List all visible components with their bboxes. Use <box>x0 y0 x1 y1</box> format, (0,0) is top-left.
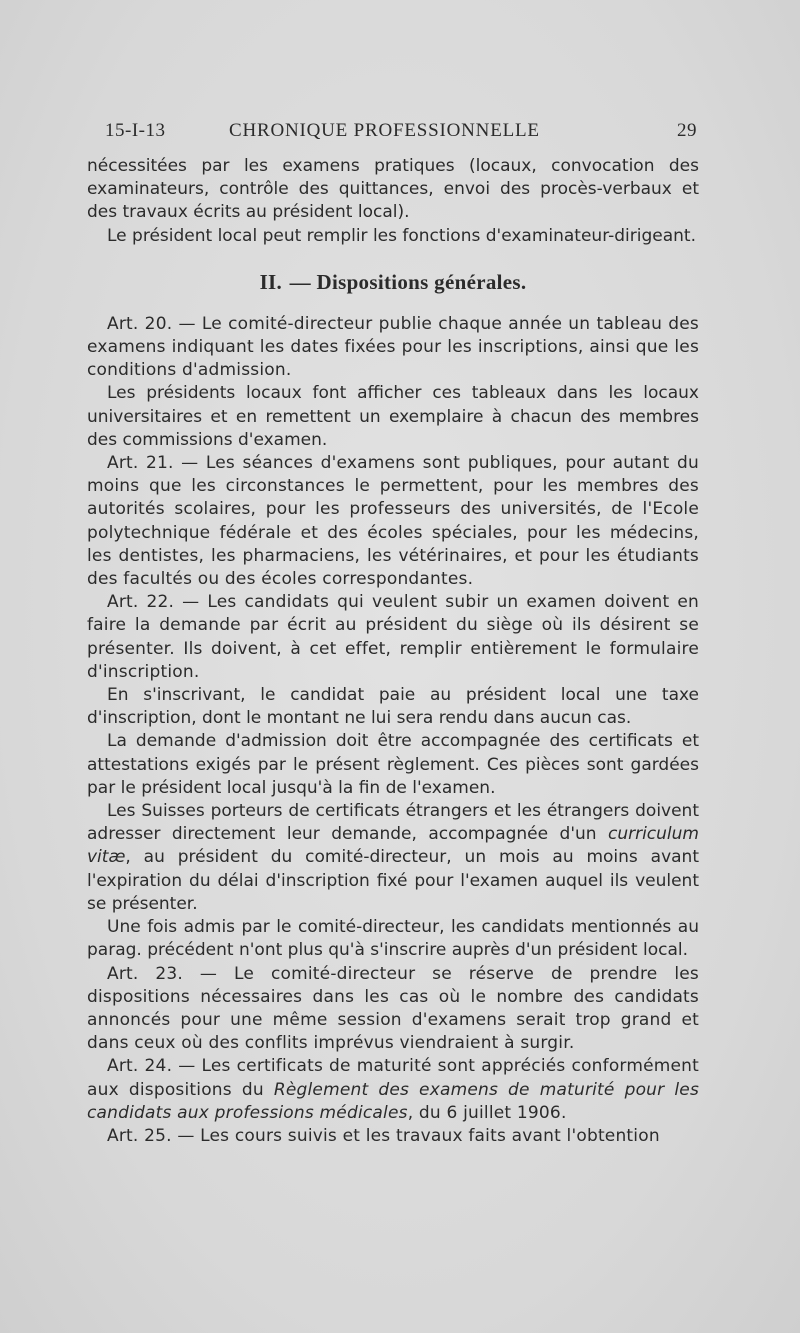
page-number: 29 <box>677 120 697 141</box>
article-22: Art. 22. — Les candidats qui veulent subir un examen doivent en faire la demande par écrit au président du siège où ils désirent se présenter. Ils doivent, à cet effet, remplir entièrement le formulaire d'inscription. <box>87 592 699 682</box>
paragraph: En s'inscrivant, le candidat paie au président local une taxe d'inscription, dont le montant ne lui sera rendu dans aucun cas. <box>87 685 699 729</box>
paragraph: Une fois admis par le comité-directeur, les candidats mentionnés au parag. précédent n'ont plus qu'à s'inscrire auprès d'un président local. <box>87 917 699 961</box>
header-title: CHRONIQUE PROFESSIONNELLE <box>229 120 540 141</box>
paragraph: Le président local peut remplir les fonctions d'examinateur-dirigeant. <box>107 225 696 246</box>
article-20: Art. 20. — Le comité-directeur publie chaque année un tableau des examens indiquant les dates fixées pour les inscriptions, ainsi que les conditions d'admission. <box>87 313 699 381</box>
article-25: Art. 25. — Les cours suivis et les travaux faits avant l'obtention <box>107 1125 660 1146</box>
paragraph-continuation: nécessitées par les examens pratiques (locaux, convocation des examinateurs, contrôle des quittances, envoi des procès-verbaux et des travaux écrits au président local). <box>87 156 699 223</box>
italic-text: Règlement des examens de maturité pour les candidats aux professions médicales <box>87 1079 699 1123</box>
running-header <box>105 120 697 150</box>
section-title: — Dispositions générales. <box>289 269 527 294</box>
article-21: Art. 21. — Les séances d'examens sont publiques, pour autant du moins que les circonstances le permettent, pour les membres des autorités scolaires, pour les professeurs des universités, de l'Ecole polytechnique fédérale et des écoles spéciales, pour les médecins, les dentistes, les pharmaciens, les vétérinaires, et pour les étudiants des facultés ou des écoles correspondantes. <box>87 453 699 590</box>
italic-text: curriculum vitæ <box>87 824 699 868</box>
text-run: Art. 24. — Les certificats de maturité sont appréciés conformément aux dispositions du <box>87 1056 699 1100</box>
header-date: 15-I-13 <box>105 120 166 141</box>
text-run: , au président du comité-directeur, un mois au moins avant l'expiration du délai d'inscription fixé pour l'examen auquel ils veulent se présenter. <box>87 847 699 914</box>
section-number: II. <box>259 269 283 294</box>
text-run: , du 6 juillet 1906. <box>407 1102 567 1123</box>
article-23: Art. 23. — Le comité-directeur se réserve de prendre les dispositions nécessaires dans les cas où le nombre des candidats annoncés pour une même session d'examens serait trop grand et dans ceux où des conflits imprévus viendraient à surgir. <box>87 963 699 1054</box>
page-body <box>87 155 699 1148</box>
text-run: Les Suisses porteurs de certificats étrangers et les étrangers doivent adresser directement leur demande, accompagnée d'un <box>87 801 699 845</box>
paragraph-curriculum <box>87 800 699 916</box>
paragraph: La demande d'admission doit être accompagnée des certificats et attestations exigés par le présent règlement. Ces pièces sont gardées par le président local jusqu'à la fin de l'examen. <box>87 731 699 798</box>
paragraph: Les présidents locaux font afficher ces tableaux dans les locaux universitaires et en remettent un exemplaire à chacun des membres des commissions d'examen. <box>87 383 699 450</box>
section-heading <box>87 268 699 296</box>
article-24 <box>87 1055 699 1125</box>
